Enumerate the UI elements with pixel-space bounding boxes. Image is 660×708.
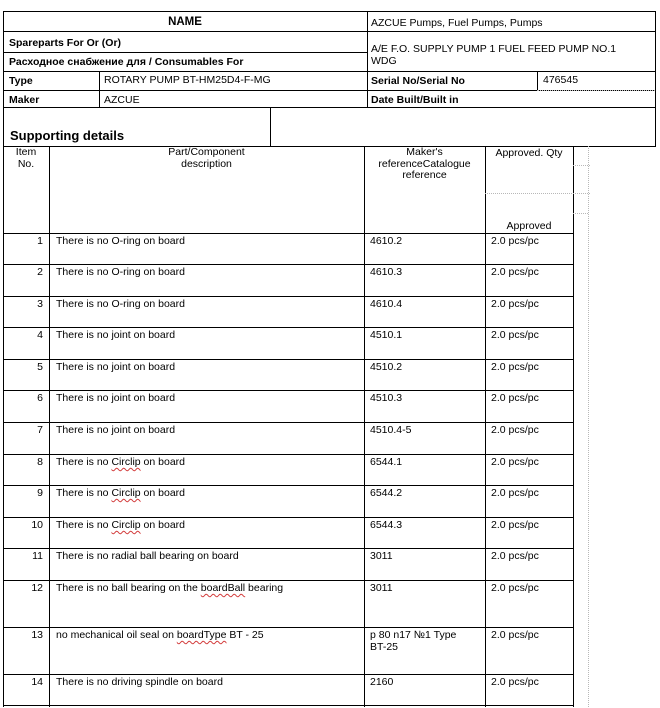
- supporting-details-label: Supporting details: [10, 128, 125, 143]
- description-text: There is no radial ball bearing on board: [56, 550, 239, 562]
- description-text: There is no joint on board: [56, 361, 176, 373]
- ref-header-line-2: referenceCatalogue: [378, 157, 471, 170]
- maker-reference: 4610.4: [370, 298, 403, 310]
- description-text: There is no O-ring on board: [56, 235, 185, 247]
- part-description: [56, 550, 239, 562]
- serial-value: 476545: [543, 74, 579, 86]
- part-description: [56, 392, 175, 404]
- approved-qty: 2.0 pcs/pc: [491, 519, 539, 531]
- type-value: ROTARY PUMP BT-HM25D4-F-MG: [104, 74, 271, 86]
- item-number: 12: [31, 582, 43, 594]
- name-value: AZCUE Pumps, Fuel Pumps, Pumps: [371, 17, 543, 29]
- row-rule: [3, 296, 573, 297]
- approved-qty: 2.0 pcs/pc: [491, 487, 539, 499]
- part-description: [56, 487, 185, 499]
- rule: [3, 233, 573, 234]
- item-number: 2: [37, 266, 43, 278]
- approved-qty: 2.0 pcs/pc: [491, 550, 539, 562]
- part-description: [56, 361, 175, 373]
- row-rule: [3, 359, 573, 360]
- description-text: There is no joint on board: [56, 424, 176, 436]
- ref-header: [364, 147, 485, 182]
- row-rule: [3, 517, 573, 518]
- type-label: Type: [9, 75, 33, 87]
- maker-reference: 4510.4-5: [370, 424, 412, 436]
- item-header-line-1: Item: [15, 146, 37, 158]
- rule: [3, 52, 367, 53]
- part-description: [56, 456, 185, 468]
- maker-reference: 4510.2: [370, 361, 403, 373]
- approved-qty: 2.0 pcs/pc: [491, 298, 539, 310]
- row-rule: [3, 264, 573, 265]
- border-right: [655, 11, 656, 147]
- col-divider: [367, 11, 368, 108]
- item-number: 1: [37, 235, 43, 247]
- dotted-rule: [485, 193, 590, 194]
- ref-header-line-3: reference: [402, 169, 447, 181]
- item-number: 3: [37, 298, 43, 310]
- part-description: [56, 235, 185, 247]
- item-number: 10: [31, 519, 43, 531]
- approved-qty: 2.0 pcs/pc: [491, 456, 539, 468]
- col-divider: [270, 107, 271, 147]
- maker-reference-line-2: BT-25: [370, 641, 399, 653]
- description-text: There is no O-ring on board: [56, 298, 185, 310]
- row-rule: [3, 627, 573, 628]
- part-header-line-1: Part/Component: [168, 146, 245, 158]
- equipment-line-1: A/E F.O. SUPPLY PUMP 1 FUEL FEED PUMP NO.1: [371, 43, 617, 55]
- description-text: on board: [140, 487, 185, 499]
- spellcheck-word: boardType: [176, 629, 227, 641]
- col-divider: [537, 71, 538, 91]
- part-description: [56, 266, 185, 278]
- maker-reference: 6544.2: [370, 487, 403, 499]
- maker-reference: 4610.2: [370, 235, 403, 247]
- col-divider: [99, 71, 100, 108]
- maker-reference: 3011: [370, 550, 393, 562]
- description-text: There is no O-ring on board: [56, 266, 185, 278]
- part-description: [56, 424, 175, 436]
- spareparts-label: Spareparts For Or (Or): [9, 37, 122, 49]
- maker-reference: 6544.3: [370, 519, 403, 531]
- row-rule: [3, 485, 573, 486]
- col-divider: [364, 146, 365, 707]
- description-text: There is no joint on board: [56, 392, 176, 404]
- description-text: no mechanical oil seal on: [56, 629, 177, 641]
- description-text: BT - 25: [226, 629, 264, 641]
- description-text: There is no ball bearing on the: [56, 582, 201, 594]
- approved-qty: 2.0 pcs/pc: [491, 266, 539, 278]
- description-text: There is no driving spindle on board: [56, 676, 223, 688]
- item-header: [3, 147, 49, 170]
- col-divider: [573, 146, 574, 707]
- row-rule: [3, 674, 573, 675]
- rule: [3, 107, 655, 108]
- maker-value: AZCUE: [104, 94, 140, 106]
- maker-reference: 4510.3: [370, 392, 403, 404]
- dotted-rule: [588, 146, 589, 707]
- maker-reference: 4610.3: [370, 266, 403, 278]
- part-description: [56, 582, 283, 594]
- approved-qty: 2.0 pcs/pc: [491, 676, 539, 688]
- item-number: 4: [37, 329, 43, 341]
- part-description: [56, 629, 264, 641]
- item-number: 11: [32, 550, 43, 562]
- approved-qty: 2.0 pcs/pc: [491, 235, 539, 247]
- rule: [3, 31, 655, 32]
- row-rule: [3, 454, 573, 455]
- maker-reference: 6544.1: [370, 456, 403, 468]
- description-text: There is no: [56, 456, 112, 468]
- dotted-rule: [573, 165, 590, 166]
- description-text: on board: [140, 519, 185, 531]
- row-rule: [3, 580, 573, 581]
- item-number: 8: [37, 456, 43, 468]
- description-text: There is no joint on board: [56, 329, 176, 341]
- item-header-line-2: No.: [17, 157, 35, 170]
- approved-qty: 2.0 pcs/pc: [491, 329, 539, 341]
- approved-qty: 2.0 pcs/pc: [491, 392, 539, 404]
- item-number: 9: [37, 487, 43, 499]
- spellcheck-word: boardBall: [200, 582, 246, 594]
- description-text: bearing: [245, 582, 284, 594]
- description-text: There is no: [56, 487, 112, 499]
- date-label: Date Built/Built in: [371, 94, 459, 106]
- description-text: There is no: [56, 519, 112, 531]
- dotted-rule: [537, 90, 655, 91]
- approved-qty: 2.0 pcs/pc: [491, 629, 539, 641]
- consumables-label: Расходное снабжение для / Consumables For: [9, 56, 244, 68]
- maker-reference: 2160: [370, 676, 394, 688]
- qty-approved-header: Approved: [506, 220, 552, 232]
- maker-label: Maker: [9, 94, 40, 106]
- part-description: [56, 676, 223, 688]
- row-rule: [3, 548, 573, 549]
- part-header: [49, 147, 364, 170]
- item-number: 6: [37, 392, 43, 404]
- row-rule: [3, 422, 573, 423]
- name-label: NAME: [168, 16, 202, 28]
- spellcheck-word: Circlip: [111, 487, 141, 499]
- maker-reference: p 80 n17 №1 Type: [370, 629, 457, 641]
- dotted-rule: [573, 213, 588, 214]
- equipment-line-2: WDG: [371, 55, 397, 67]
- row-rule: [3, 327, 573, 328]
- spellcheck-word: Circlip: [111, 519, 141, 531]
- item-number: 13: [31, 629, 43, 641]
- item-number: 7: [37, 424, 43, 436]
- serial-label: Serial No/Serial No: [371, 75, 465, 87]
- ref-header-line-1: Maker's: [406, 146, 443, 158]
- rule: [3, 71, 655, 72]
- maker-reference: 4510.1: [370, 329, 403, 341]
- row-rule: [3, 390, 573, 391]
- description-text: on board: [140, 456, 185, 468]
- qty-header: Approved. Qty: [495, 147, 563, 159]
- part-description: [56, 519, 185, 531]
- border-top: [3, 11, 655, 12]
- part-header-line-2: description: [181, 157, 232, 170]
- item-number: 5: [37, 361, 43, 373]
- approved-qty: 2.0 pcs/pc: [491, 424, 539, 436]
- part-description: [56, 298, 185, 310]
- maker-reference: 3011: [370, 582, 393, 594]
- approved-qty: 2.0 pcs/pc: [491, 582, 539, 594]
- row-rule: [3, 705, 573, 706]
- item-number: 14: [31, 676, 43, 688]
- part-description: [56, 329, 175, 341]
- spellcheck-word: Circlip: [111, 456, 141, 468]
- col-divider: [49, 146, 50, 707]
- approved-qty: 2.0 pcs/pc: [491, 361, 539, 373]
